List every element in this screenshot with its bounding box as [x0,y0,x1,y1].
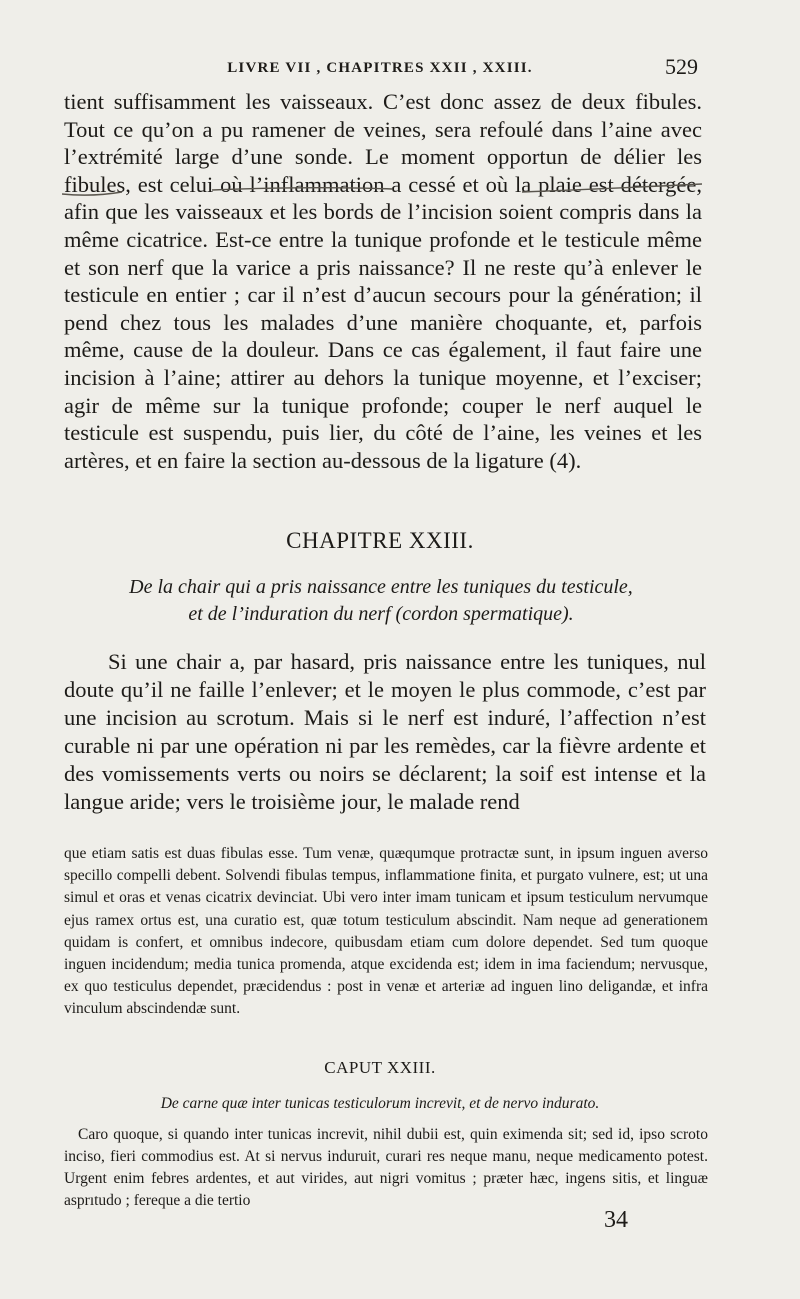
caput-subtitle: De carne quæ inter tunicas testiculorum increvit, et de nervo indurato. [160,1095,600,1112]
chapter-title: CHAPITRE XXIII. [286,528,474,553]
caput-body [64,1124,708,1212]
signature-mark: 34 [604,1207,628,1233]
body-paragraph: tient suffisamment les vaisseaux. C’est donc assez de deux fibules. Tout ce qu’on a pu ramener de veines, sera refoulé dans l’aine avec l’extrémité large d’une sonde. Le moment opportun de délier les fibules, est celui où l’inflammation a cessé et où la plaie est détergée, afin que les vaisseaux et les bords de l’incision soient compris dans la même cicatrice. Est-ce entre la tunique profonde et le testicule même et son nerf que la varice a pris naissance? Il ne reste qu’à enlever le testicule en entier ; car il n’est d’aucun secours pour la génération; il pend chez tous les malades d’une manière choquante, et, parfois même, cause de la douleur. Dans ce cas également, il faut faire une incision à l’aine; attirer au dehors la tunique moyenne, et l’exciser; agir de même sur la tunique profonde; couper le nerf auquel le testicule est suspendu, puis lier, du côté de l’aine, les veines et les artères, et en faire la section au-dessous de la ligature (4). [64,89,702,473]
latin-paragraph: que etiam satis est duas fibulas esse. Tum venæ, quæqumque protractæ sunt, in ipsum inguen averso specillo compelli debent. Solvendi fibulas tempus, inflammatione finita, et purgato vulnere, est; ut una simul et oras et venas cicatrix devinciat. Ubi vero inter imam tunicam et ipsum testiculum nervumque ejus ramex ortus est, una curatio est, quæ totum testiculum abscindit. Nam neque ad generationem quidam is confert, et omnibus indecore, quibusdam etiam cum dolore dependet. Sed tum quoque inguen incidendum; media tunica promenda, atque excidenda est; idem in ima faciendum; nervusque, ex quo testiculus dependet, præcidendus : post in venæ et arteriæ ad inguen lino deligandæ, et infra vinculum abscindendæ sunt. [64,845,708,1018]
chapter-paragraph: Si une chair a, par hasard, pris naissance entre les tuniques, nul doute qu’il ne faille l’enlever; et le moyen le plus commode, c’est par une incision au scrotum. Mais si le nerf est induré, l’affection n’est curable ni par une opération ni par les remèdes, car la fièvre ardente et des vomissements verts ou noirs se déclarent; la soif est intense et la langue aride; vers le troisième jour, le malade rend [64,649,706,814]
running-title: LIVRE VII , CHAPITRES XXII , XXIII. [227,60,533,76]
french-text-continuation [64,88,702,474]
chapter-subtitle [66,574,696,628]
latin-footnote-text [64,843,708,1021]
caput-title: CAPUT XXIII. [324,1058,436,1077]
caput-paragraph: Caro quoque, si quando inter tunicas increvit, nihil dubii est, quin eximenda sit; sed id, ipso scroto inciso, fieri commodius est. At si nervus induruit, curari res neque manu, neque medicamento potest. Urgent enim febres ardentes, et aut virides, aut nigri vomitus ; præter hæc, ingens sitis, et linguæ asprıtudo ; fereque a die tertio [64,1126,708,1209]
page-number: 529 [665,54,698,79]
chapter-subtitle-line-2: et de l’induration du nerf (cordon spermatique). [188,603,574,625]
chapter-subtitle-line-1: De la chair qui a pris naissance entre les tuniques du testicule, [129,576,633,598]
chapter-body [64,648,706,816]
pencil-underline-marks [62,180,702,210]
page-header [60,54,700,84]
